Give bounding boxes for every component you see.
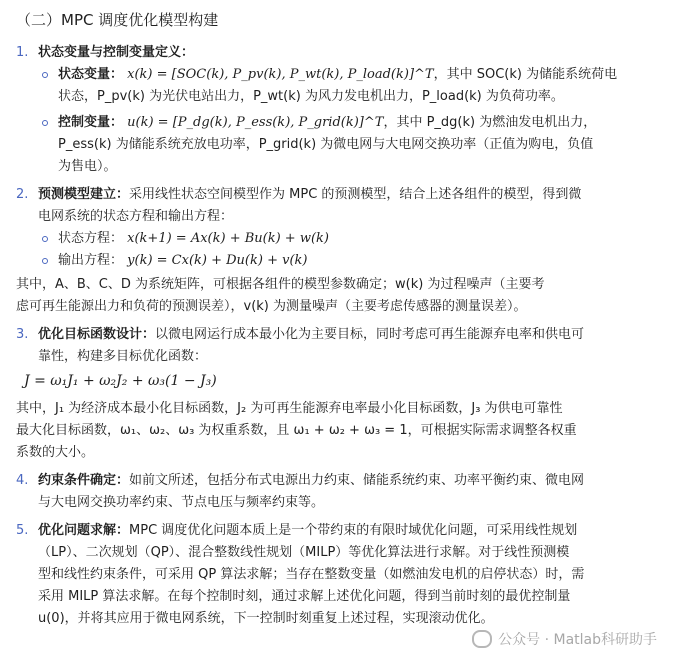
paragraph [16, 274, 669, 318]
sub-item-state-variable [16, 64, 669, 86]
watermark [472, 629, 657, 649]
sub-item-output-equation [16, 250, 669, 272]
control-variable-formula: u(k) = [P_dg(k), P_ess(k), P_grid(k)]^T [127, 115, 384, 130]
item-number: 3. [16, 327, 29, 342]
section-heading: （二）MPC 调度优化模型构建 [16, 11, 219, 29]
sub-text-continued: P_ess(k) 为储能系统充放电功率，P_grid(k) 为微电网与大电网交换功率（正值为购电，负值 [58, 137, 594, 152]
sub-text-continued: 为售电）。 [58, 159, 117, 174]
item-text-continued: 靠性，构建多目标优化函数： [38, 349, 208, 364]
objective-function-formula: J = ω₁J₁ + ω₂J₂ + ω₃(1 − J₃) [24, 373, 217, 389]
item-title: 优化问题求解： [38, 523, 130, 538]
paragraph-line: 系数的大小。 [16, 445, 95, 460]
item-title: 预测模型建立： [38, 187, 130, 202]
paragraph-line: 其中，J₁ 为经济成本最小化目标函数，J₂ 为可再生能源弃电率最小化目标函数，J₃ 为供电可靠性 [16, 401, 563, 416]
paragraph-line: 最大化目标函数，ω₁、ω₂、ω₃ 为权重系数，且 ω₁ + ω₂ + ω₃ = 1，可根据实际需求调整各权重 [16, 423, 577, 438]
item-number: 1. [16, 45, 29, 60]
item-text: 采用线性状态空间模型作为 MPC 的预测模型，结合上述各组件的模型，得到微 [129, 187, 582, 202]
state-variable-formula: x(k) = [SOC(k), P_pv(k), P_wt(k), P_load(k)]^T [127, 67, 434, 82]
sub-item-state-equation [16, 228, 669, 250]
item-number: 5. [16, 523, 29, 538]
sub-label: 状态变量： [58, 67, 124, 82]
sub-label: 输出方程： [58, 253, 124, 268]
item-title: 状态变量与控制变量定义： [38, 45, 195, 60]
wechat-icon [472, 630, 492, 648]
sub-text: ，其中 P_dg(k) 为燃油发电机出力， [383, 115, 597, 130]
item-text-continued: 电网系统的状态方程和输出方程： [38, 209, 234, 224]
item-text-continued: （LP）、二次规划（QP）、混合整数线性规划（MILP）等优化算法进行求解。对于线性预测模 [38, 545, 570, 560]
sub-text: ，其中 SOC(k) 为储能系统荷电 [433, 67, 618, 82]
state-equation-formula: x(k+1) = Ax(k) + Bu(k) + w(k) [127, 231, 329, 246]
item-text: 如前文所述，包括分布式电源出力约束、储能系统约束、功率平衡约束、微电网 [129, 473, 585, 488]
item-text-continued: 采用 MILP 算法求解。在每个控制时刻，通过求解上述优化问题，得到当前时刻的最优控制量 [38, 589, 571, 604]
item-text-continued: u(0)，并将其应用于微电网系统，下一控制时刻重复上述过程，实现滚动优化。 [38, 611, 494, 626]
item-title: 优化目标函数设计： [38, 327, 156, 342]
sub-text-continued: 状态，P_pv(k) 为光伏电站出力，P_wt(k) 为风力发电机出力，P_load(k) 为负荷功率。 [58, 89, 564, 104]
item-text: 以微电网运行成本最小化为主要目标，同时考虑可再生能源弃电率和供电可 [155, 327, 585, 342]
list-item-1 [16, 42, 669, 178]
list-item-5 [16, 520, 669, 630]
item-text-continued: 与大电网交换功率约束、节点电压与频率约束等。 [38, 495, 325, 510]
sub-label: 状态方程： [58, 231, 124, 246]
watermark-text: 公众号 · Matlab科研助手 [498, 632, 657, 648]
list-item-4 [16, 470, 669, 514]
item-text-continued: 型和线性约束条件，可采用 QP 算法求解；当存在整数变量（如燃油发电机的启停状态）时，需 [38, 567, 585, 582]
paragraph-line: 其中，A、B、C、D 为系统矩阵，可根据各组件的模型参数确定；w(k) 为过程噪声（主要考 [16, 277, 545, 292]
sub-label: 控制变量： [58, 115, 124, 130]
list-item-2 [16, 184, 669, 318]
item-number: 2. [16, 187, 29, 202]
sub-item-control-variable [16, 112, 669, 134]
paragraph-line: 虑可再生能源出力和负荷的预测误差），v(k) 为测量噪声（主要考虑传感器的测量误差）。 [16, 299, 527, 314]
list-item-3 [16, 324, 669, 464]
item-title: 约束条件确定： [38, 473, 130, 488]
item-number: 4. [16, 473, 29, 488]
output-equation-formula: y(k) = Cx(k) + Du(k) + v(k) [127, 253, 308, 268]
item-text: MPC 调度优化问题本质上是一个带约束的有限时域优化问题，可采用线性规划 [129, 523, 578, 538]
